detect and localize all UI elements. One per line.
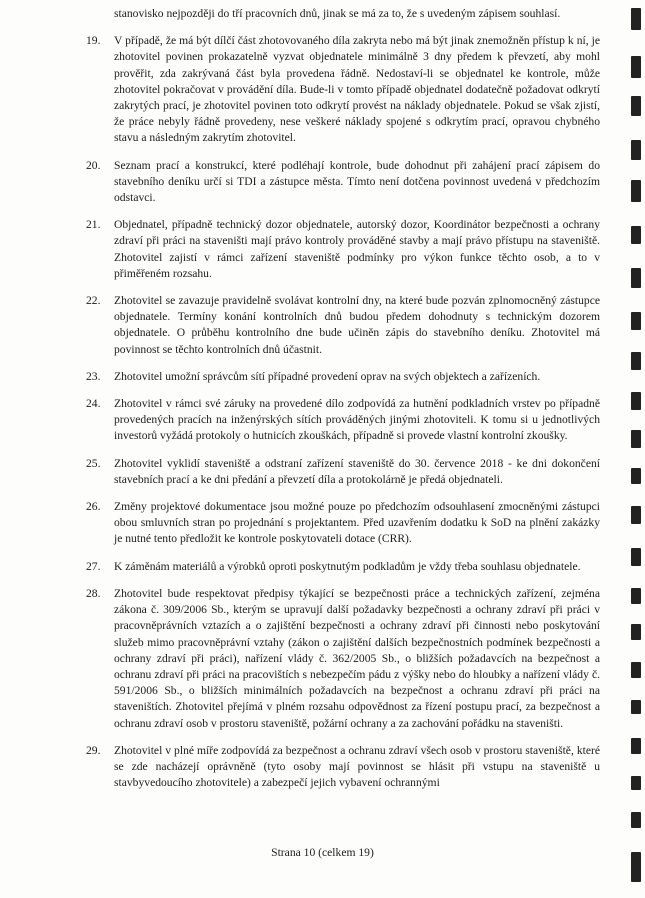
continued-paragraph: stanovisko nejpozději do tří pracovních dnů, jinak se má za to, že s uvedeným zápisem souhlasí.: [114, 7, 561, 20]
list-item: [86, 33, 600, 146]
edge-mark: [631, 852, 641, 882]
item-number: 19.: [86, 34, 101, 48]
item-number: 25.: [86, 456, 101, 470]
scan-edge-marks: [623, 0, 645, 898]
item-text: Seznam prací a konstrukcí, které podléhají kontrole, bude dohodnut při zahájení prací zápisem do stavebního deníku určí si TDI a zástupce města. Tímto není dotčena povinnost uvedená v předchozím odstavci.: [114, 158, 600, 205]
list-item: [86, 396, 600, 445]
item-number: 26.: [86, 500, 101, 514]
list-item: [86, 369, 600, 385]
item-number: 20.: [86, 158, 101, 172]
edge-mark: [631, 140, 641, 160]
edge-mark: [631, 180, 641, 202]
edge-mark: [631, 226, 641, 244]
edge-mark: [631, 588, 641, 604]
page-content: [86, 6, 600, 802]
item-text: Zhotovitel bude respektovat předpisy týkající se bezpečnosti práce a technických zařízení, zejména zákona č. 309/2006 Sb., kterým se upravují další požadavky bezpečnosti a ochrany zdraví při práci v pracovněprávních vztazích a o zajištění bezpečnosti a ochrany zdraví při činnosti nebo poskytování služeb mimo pracovněprávní vztahy (zákon o zajištění dalších bezpečnostních podmínek bezpečnosti a ochrany zdraví při práci), nařízení vlády č. 362/2005 Sb., o bližších požadavcích na bezpečnost a ochranu zdraví při práci na pracovištích s nebezpečím pádu z výšky nebo do hloubky a nařízení vlády č. 591/2006 Sb., o bližších minimálních požadavcích na bezpečnost a ochranu zdraví při práci na staveništích. Zhotovitel přejímá v plném rozsahu odpovědnost za řízení postupu prací, za bezpečnost a ochranu zdraví osob v prostoru staveniště, požární ochrany a za zachování pořádku na staveništi.: [114, 586, 600, 730]
edge-mark: [631, 56, 641, 78]
item-number: 24.: [86, 397, 101, 411]
item-text: Změny projektové dokumentace jsou možné pouze po předchozím odsouhlasení zmocněnými zástupci obou smluvních stran po projednání s projektantem. Před uzavřením dodatku k SoD na plnění zakázky je nutné tento předložit ke kontrole poskytovateli dotace (CRR).: [114, 500, 600, 546]
item-number: 29.: [86, 743, 101, 757]
edge-mark: [631, 548, 641, 566]
page-number: Strana 10 (celkem 19): [271, 846, 374, 859]
edge-mark: [631, 8, 641, 30]
item-number: 27.: [86, 559, 101, 573]
edge-mark: [631, 392, 641, 410]
numbered-list: [86, 33, 600, 791]
item-text: Zhotovitel v plné míře zodpovídá za bezpečnost a ochranu zdraví všech osob v prostoru staveniště, které se zde nacházejí oprávněně (tyto osoby mají povinnost se hlásit při vstupu na staveniště u stavbyvedoucího zhotovitele) a zabezpečí jejich vybavení ochrannými: [114, 743, 600, 790]
edge-mark: [631, 268, 641, 288]
edge-mark: [631, 624, 641, 640]
edge-mark: [631, 468, 641, 484]
item-number: 22.: [86, 294, 101, 308]
item-text: V případě, že má být dílčí část zhotovovaného díla zakryta nebo má být jinak znemožněn přístup k ní, je zhotovitel povinen prokazatelně vyzvat objednatele minimálně 3 dny předem k převzetí, aby mohl prověřit, zda zakrývaná část byla provedena řádně. Nedostaví-li se objednatel ke kontrole, může zhotovitel pokračovat v provádění díla. Bude-li v tomto případě objednatel dodatečně požadovat odkrytí zakrytých prací, je zhotovitel povinen toto odkrytí provést na náklady objednatele. Pokud se však zjistí, že práce nebyly řádně provedeny, nese veškeré náklady spojené s odkrytím prací, opravou chybného stavu a následným zakrytím zhotovitel.: [114, 34, 600, 145]
edge-mark: [631, 506, 641, 524]
edge-mark: [631, 430, 641, 448]
edge-mark: [631, 312, 641, 330]
list-item: [86, 293, 600, 358]
list-item: [86, 559, 600, 575]
item-text: Zhotovitel v rámci své záruky na provedené dílo zodpovídá za hutnění podkladních vrstev po případně provedených pracích na inženýrských sítích prováděných jinými zhotoviteli. K tomu si u jednotlivých investorů vyžádá protokoly o hutnicích zkouškách, případně si provede vlastní kontrolní zkoušky.: [114, 397, 600, 443]
edge-mark: [631, 776, 641, 790]
item-text: K záměnám materiálů a výrobků oproti poskytnutým podkladům je vždy třeba souhlasu objednatele.: [114, 559, 581, 573]
item-number: 21.: [86, 218, 101, 232]
list-item: [86, 586, 600, 732]
item-text: Zhotovitel vyklidí staveniště a odstraní zařízení staveniště do 30. července 2018 - ke dni dokončení stavebních prací a ke dni předání a převzetí díla a protokolárně je předá objednateli.: [114, 456, 600, 486]
list-item: [86, 217, 600, 282]
edge-mark: [631, 96, 641, 116]
list-item: [86, 158, 600, 207]
edge-mark: [631, 738, 641, 754]
list-item: [86, 499, 600, 548]
item-number: 28.: [86, 586, 101, 600]
item-text: Zhotovitel se zavazuje pravidelně svolávat kontrolní dny, na které bude pozván zplnomocněný zástupce objednatele. Termíny konání kontrolních dnů budou předem dohodnuty s technickým dozorem objednatele. O průběhu kontrolního dne bude učiněn zápis do stavebního deníku. Zhotovitel má povinnost se těchto kontrolních dnů účastnit.: [114, 294, 600, 356]
edge-mark: [631, 352, 641, 370]
item-text: Zhotovitel umožní správcům sítí případné provedení oprav na svých objektech a zařízeních.: [114, 369, 541, 383]
edge-mark: [631, 812, 641, 828]
list-item: [86, 456, 600, 488]
edge-mark: [631, 700, 641, 714]
item-number: 23.: [86, 369, 101, 383]
list-item: [86, 743, 600, 792]
edge-mark: [631, 662, 641, 678]
item-text: Objednatel, případně technický dozor objednatele, autorský dozor, Koordinátor bezpečnosti a ochrany zdraví při práci na staveništi mají právo kontroly prováděné stavby a mají právo přístupu na staveniště. Zhotovitel zajistí v rámci zařízení staveniště podmínky pro výkon funkce těchto osob, a to v přiměřeném rozsahu.: [114, 218, 600, 280]
